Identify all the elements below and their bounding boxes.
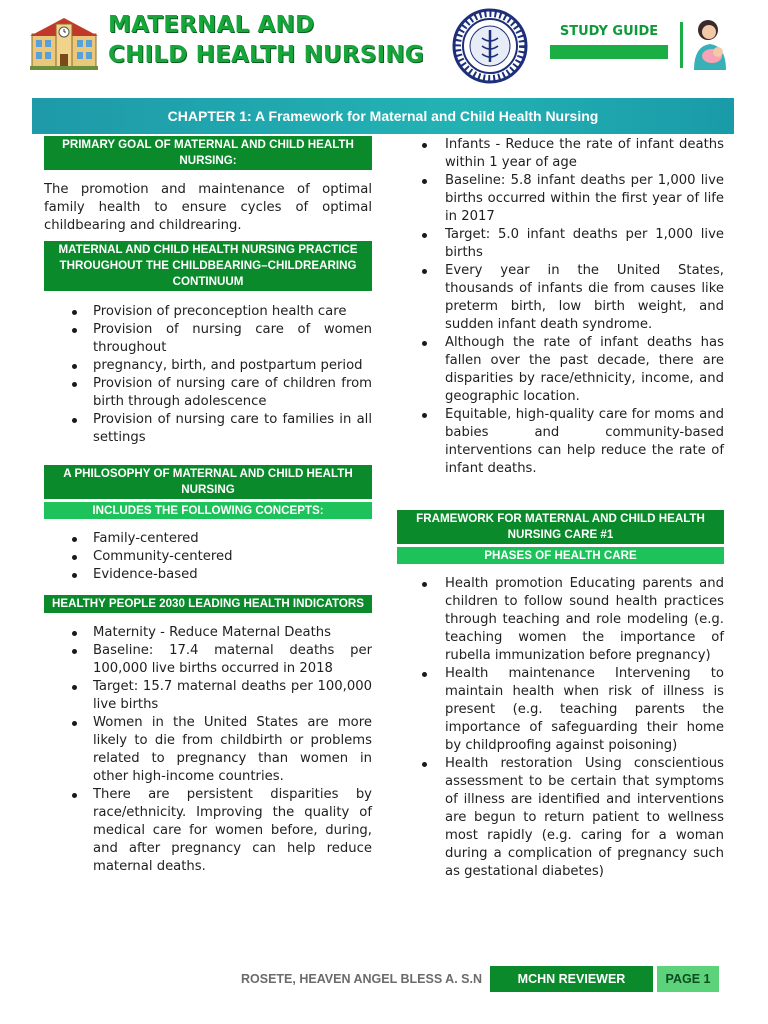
list-item: Evidence-based xyxy=(44,566,372,584)
list-item: Baseline: 17.4 maternal deaths per 100,000 live births occurred in 2018 xyxy=(44,642,372,678)
framework-list xyxy=(396,575,724,881)
list-item: Provision of nursing care of children from birth through adolescence xyxy=(44,375,372,411)
philosophy-list xyxy=(44,530,372,584)
healthy-people-list xyxy=(44,624,372,876)
list-item: Every year in the United States, thousands of infants die from causes like preterm birth, low birth weight, and sudden infant death syndrome. xyxy=(396,262,724,334)
list-item: Family-centered xyxy=(44,530,372,548)
list-item: pregnancy, birth, and postpartum period xyxy=(44,357,372,375)
list-item: Baseline: 5.8 infant deaths per 1,000 live births occurred within the first year of life in 2017 xyxy=(396,172,724,226)
study-guide-label: STUDY GUIDE xyxy=(559,24,659,39)
list-item: Women in the United States are more likely to die from childbirth or problems related to pregnancy than women in other high-income countries. xyxy=(44,714,372,786)
footer-author: ROSETE, HEAVEN ANGEL BLESS A. S.N xyxy=(240,972,482,986)
primary-goal-header: PRIMARY GOAL OF MATERNAL AND CHILD HEALTH NURSING: xyxy=(44,136,372,170)
list-item: Infants - Reduce the rate of infant deaths within 1 year of age xyxy=(396,136,724,172)
document-title xyxy=(108,10,424,70)
school-building-icon xyxy=(30,14,98,70)
list-item: Target: 15.7 maternal deaths per 100,000 live births xyxy=(44,678,372,714)
list-item: There are persistent disparities by race/ethnicity. Improving the quality of medical care for women before, during, and after pregnancy can help reduce maternal deaths. xyxy=(44,786,372,876)
left-column xyxy=(44,136,372,876)
primary-goal-text: The promotion and maintenance of optimal family health to ensure cycles of optimal childbearing and childrearing. xyxy=(44,182,372,233)
title-line-1: MATERNAL AND xyxy=(108,12,315,38)
list-item: Provision of nursing care of women throughout xyxy=(44,321,372,357)
practice-list xyxy=(44,303,372,447)
philosophy-subheader: INCLUDES THE FOLLOWING CONCEPTS: xyxy=(44,502,372,519)
practice-header: MATERNAL AND CHILD HEALTH NURSING PRACTICE THROUGHOUT THE CHILDBEARING–CHILDREARING CONTINUUM xyxy=(44,241,372,291)
list-item: Equitable, high-quality care for moms and babies and community-based interventions can help reduce the rate of infant deaths. xyxy=(396,406,724,478)
philosophy-header: A PHILOSOPHY OF MATERNAL AND CHILD HEALTH NURSING xyxy=(44,465,372,499)
study-guide-badge xyxy=(548,22,670,62)
list-item: Provision of preconception health care xyxy=(44,303,372,321)
header-divider xyxy=(680,22,683,68)
infant-list xyxy=(396,136,724,478)
list-item: Maternity - Reduce Maternal Deaths xyxy=(44,624,372,642)
list-item: Health maintenance Intervening to maintain health when risk of illness is present (e.g. teaching parents the importance of safeguarding their home by childproofing against poisoning) xyxy=(396,665,724,755)
framework-header: FRAMEWORK FOR MATERNAL AND CHILD HEALTH NURSING CARE #1 xyxy=(397,510,724,544)
list-item: Community-centered xyxy=(44,548,372,566)
list-item: Target: 5.0 infant deaths per 1,000 live births xyxy=(396,226,724,262)
framework-subheader: PHASES OF HEALTH CARE xyxy=(397,547,724,564)
list-item: Although the rate of infant deaths has fallen over the past decade, there are disparities by race/ethnicity, income, and geographic location. xyxy=(396,334,724,406)
healthy-people-header: HEALTHY PEOPLE 2030 LEADING HEALTH INDICATORS xyxy=(44,595,372,613)
right-column xyxy=(396,136,724,881)
title-line-2: CHILD HEALTH NURSING xyxy=(108,42,424,68)
college-seal-icon xyxy=(452,8,528,84)
list-item: Health promotion Educating parents and children to follow sound health practices through teaching and role modeling (e.g. teaching women the importance of rubella immunization before pregnancy) xyxy=(396,575,724,665)
footer-reviewer-label: MCHN REVIEWER xyxy=(490,966,653,992)
list-item: Provision of nursing care to families in all settings xyxy=(44,411,372,447)
chapter-title-banner: CHAPTER 1: A Framework for Maternal and Child Health Nursing xyxy=(32,98,734,134)
footer-page-number: PAGE 1 xyxy=(657,966,719,992)
mother-and-baby-icon xyxy=(690,18,730,70)
study-guide-bar xyxy=(550,45,668,59)
list-item: Health restoration Using conscientious assessment to be certain that symptoms of illness are identified and interventions are begun to return patient to wellness most rapidly (e.g. caring for a woman during a complication of pregnancy such as gestational diabetes) xyxy=(396,755,724,881)
